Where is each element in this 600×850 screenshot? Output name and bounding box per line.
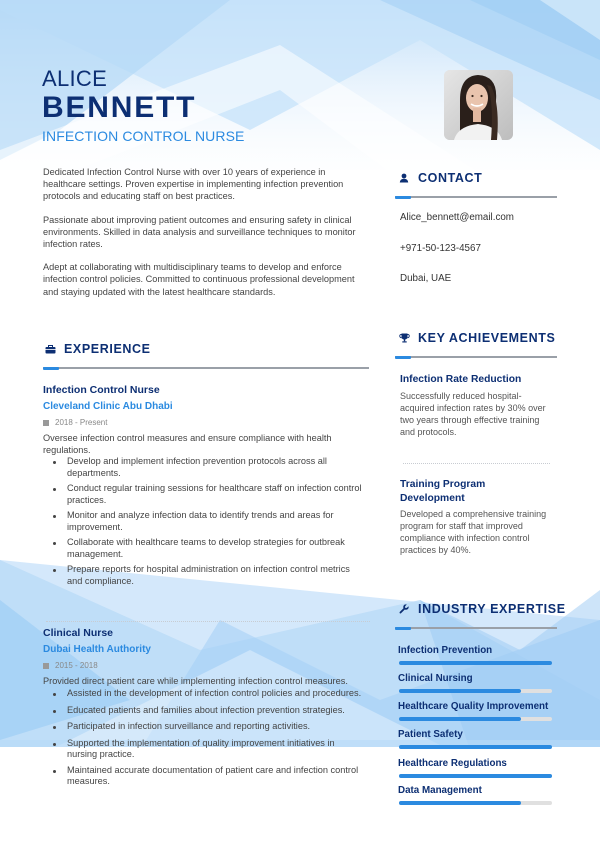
- list-item: Prepare reports for hospital administration on infection control metrics and compliance.: [65, 564, 365, 587]
- job-description: Oversee infection control measures and ensure compliance with health regulations.: [43, 433, 332, 455]
- achievements-heading: [398, 331, 555, 345]
- section-divider: [43, 367, 369, 369]
- skill-item: [398, 701, 554, 721]
- skill-bar-track: [399, 745, 552, 749]
- skill-bar-fill: [399, 661, 552, 665]
- calendar-icon: [43, 420, 49, 426]
- section-divider: [395, 627, 557, 629]
- skill-name: Data Management: [398, 785, 482, 796]
- first-name: ALICE: [42, 66, 108, 91]
- skill-name: Healthcare Regulations: [398, 758, 507, 769]
- list-item: Monitor and analyze infection data to identify trends and areas for improvement.: [65, 510, 365, 533]
- section-divider: [395, 356, 557, 358]
- contact-heading: [398, 171, 482, 185]
- job-role: Infection Control Nurse: [43, 384, 160, 396]
- job-entry: [43, 384, 373, 591]
- summary-paragraph: Dedicated Infection Control Nurse with over 10 years of experience in healthcare settings. Proven expertise in implementing infection prevention protocols and educating staff on best practices.: [43, 167, 344, 202]
- achievement-description: Developed a comprehensive training program for staff that improved compliance with infection control practices by 40%.: [400, 509, 547, 555]
- skill-bar-fill: [399, 689, 521, 693]
- job-dates-text: 2015 - 2018: [55, 661, 98, 670]
- achievement-divider: [403, 463, 550, 464]
- skill-bar-fill: [399, 745, 552, 749]
- skill-bar-track: [399, 717, 552, 721]
- job-responsibilities: [65, 688, 373, 788]
- job-dates-text: 2018 - Present: [55, 418, 108, 427]
- summary-paragraph: Adept at collaborating with multidisciplinary teams to develop and enforce infection control policies. Committed to continuous professional development and staying updated with the latest healthcare standards.: [43, 262, 355, 297]
- skill-bar-track: [399, 774, 552, 778]
- wrench-icon: [398, 603, 410, 615]
- job-dates: [43, 661, 373, 670]
- skill-bar-fill: [399, 801, 521, 805]
- contact-email[interactable]: Alice_bennett@email.com: [400, 212, 514, 223]
- skill-bar-track: [399, 801, 552, 805]
- achievement-title: Training Program Development: [400, 479, 486, 504]
- list-item: Assisted in the development of infection control policies and procedures.: [65, 688, 365, 700]
- skill-item: [398, 729, 554, 749]
- profile-photo: [444, 70, 513, 140]
- expertise-heading: [398, 602, 566, 616]
- portrait-image: [444, 70, 513, 140]
- accent-bar: [43, 367, 59, 370]
- list-item: Supported the implementation of quality improvement initiatives in nursing practice.: [65, 738, 365, 761]
- skill-item: [398, 785, 554, 805]
- job-role: Clinical Nurse: [43, 627, 114, 639]
- skill-item: [398, 758, 554, 778]
- contact-phone[interactable]: +971-50-123-4567: [400, 243, 481, 254]
- job-description: Provided direct patient care while implementing infection control measures.: [43, 676, 348, 686]
- contact-location: Dubai, UAE: [400, 273, 452, 284]
- list-item: Educated patients and families about infection prevention strategies.: [65, 705, 365, 717]
- achievement-title: Infection Rate Reduction: [400, 374, 522, 385]
- skill-name: Healthcare Quality Improvement: [398, 701, 549, 712]
- job-organization: Dubai Health Authority: [43, 644, 151, 655]
- professional-summary: [43, 166, 363, 309]
- skill-bar-track: [399, 689, 552, 693]
- calendar-icon: [43, 663, 49, 669]
- section-title: INDUSTRY EXPERTISE: [418, 602, 566, 616]
- list-item: Participated in infection surveillance and reporting activities.: [65, 721, 365, 733]
- accent-bar: [395, 196, 411, 199]
- section-title: CONTACT: [418, 171, 483, 185]
- job-entry: [43, 627, 373, 792]
- accent-bar: [395, 627, 411, 630]
- skill-name: Clinical Nursing: [398, 673, 473, 684]
- job-dates: [43, 418, 373, 427]
- skill-name: Patient Safety: [398, 729, 463, 740]
- job-divider: [46, 621, 370, 622]
- skill-item: [398, 673, 554, 693]
- job-title: INFECTION CONTROL NURSE: [42, 128, 245, 144]
- skill-bar-track: [399, 661, 552, 665]
- job-organization: Cleveland Clinic Abu Dhabi: [43, 401, 173, 412]
- job-responsibilities: [65, 456, 373, 587]
- list-item: Develop and implement infection prevention protocols across all departments.: [65, 456, 365, 479]
- accent-bar: [395, 356, 411, 359]
- list-item: Maintained accurate documentation of patient care and infection control measures.: [65, 765, 365, 788]
- achievement-item: [400, 478, 550, 556]
- list-item: Collaborate with healthcare teams to develop strategies for outbreak management.: [65, 537, 365, 560]
- achievement-item: [400, 373, 550, 438]
- skill-bar-fill: [399, 774, 552, 778]
- skill-name: Infection Prevention: [398, 645, 493, 656]
- section-title: EXPERIENCE: [64, 342, 151, 356]
- list-item: Conduct regular training sessions for healthcare staff on infection control practices.: [65, 483, 365, 506]
- achievement-description: Successfully reduced hospital-acquired infection rates by 30% over two years through effective training and protocols.: [400, 390, 546, 437]
- section-divider: [395, 196, 557, 198]
- skill-item: [398, 645, 554, 665]
- experience-heading: [44, 342, 151, 356]
- briefcase-icon: [44, 343, 56, 355]
- trophy-icon: [398, 332, 410, 344]
- last-name: BENNETT: [42, 91, 197, 124]
- summary-paragraph: Passionate about improving patient outcomes and ensuring safety in clinical environments. Skilled in data analysis and surveillance techniques to monitor infection rates.: [43, 214, 356, 250]
- person-icon: [398, 172, 410, 184]
- section-title: KEY ACHIEVEMENTS: [418, 331, 556, 345]
- skill-bar-fill: [399, 717, 521, 721]
